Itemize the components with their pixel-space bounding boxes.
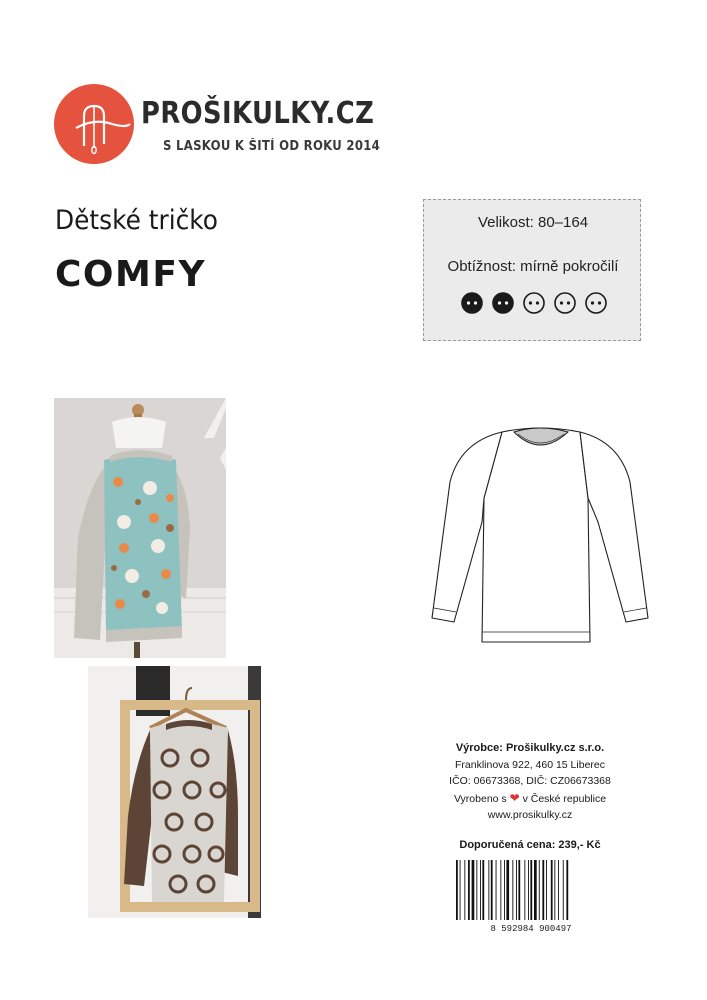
difficulty-dot-filled-icon bbox=[462, 293, 482, 313]
size-info: Velikost: 80–164 bbox=[477, 214, 589, 231]
brand-logo-icon bbox=[54, 84, 134, 164]
difficulty-dot-empty-icon bbox=[555, 293, 575, 313]
difficulty-dot-filled-icon bbox=[493, 293, 513, 313]
difficulty-dot-empty-icon bbox=[586, 293, 606, 313]
brand-name: PROŠIKULKY.CZ bbox=[141, 96, 375, 131]
made-prefix: Vyrobeno s bbox=[453, 792, 507, 805]
product-photo-mannequin bbox=[54, 398, 226, 658]
manufacturer-ids: IČO: 06673368, DIČ: CZ06673368 bbox=[449, 775, 611, 787]
barcode-number: 8 592984 900497 bbox=[490, 924, 572, 934]
price-label: Doporučená cena: 239,- Kč bbox=[459, 839, 601, 851]
difficulty-dot-empty-icon bbox=[524, 293, 544, 313]
brand-tagline: S LASKOU K ŠITÍ OD ROKU 2014 bbox=[163, 139, 381, 154]
website-link[interactable]: www.prosikulky.cz bbox=[487, 809, 573, 821]
product-subtitle: Dětské tričko bbox=[55, 205, 218, 236]
product-name: COMFY bbox=[55, 254, 207, 295]
heart-icon: ❤ bbox=[509, 790, 520, 805]
info-box bbox=[423, 199, 641, 341]
barcode bbox=[452, 858, 610, 934]
technical-flat-drawing bbox=[430, 422, 650, 646]
manufacturer-title: Výrobce: Prošikulky.cz s.r.o. bbox=[455, 742, 605, 754]
difficulty-rating bbox=[460, 291, 610, 315]
manufacturer-info bbox=[420, 740, 640, 824]
made-suffix: v České republice bbox=[522, 792, 607, 805]
made-in-line bbox=[420, 790, 640, 808]
difficulty-info: Obtížnost: mírně pokročilí bbox=[447, 258, 619, 275]
product-photo-hanger bbox=[88, 666, 261, 918]
manufacturer-address: Franklinova 922, 460 15 Liberec bbox=[454, 758, 605, 771]
